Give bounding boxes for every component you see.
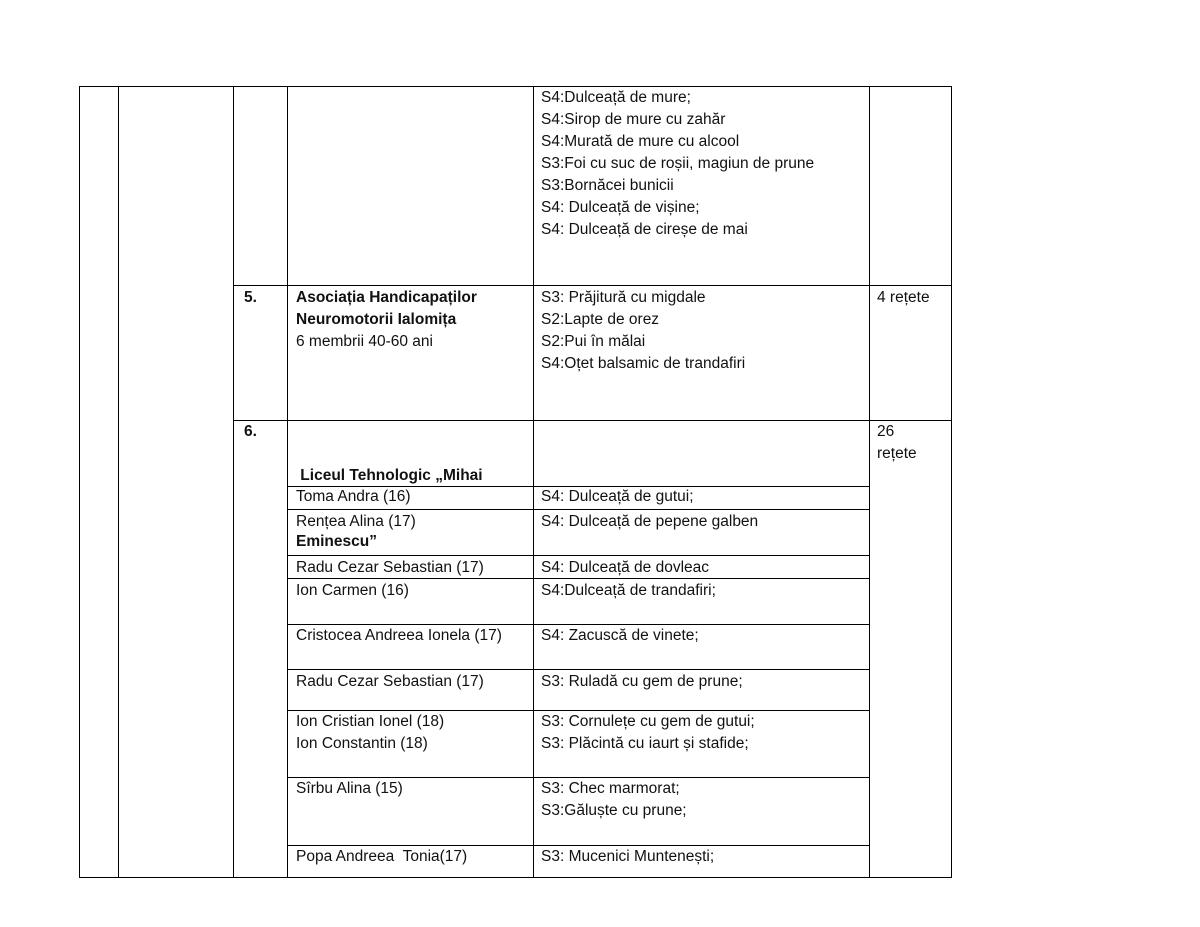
recipe-line: S2:Pui în mălai (541, 333, 646, 350)
student-recipe: S4: Zacuscă de vinete; (541, 627, 699, 644)
recipe-line: S4:Dulceață de mure; (541, 89, 691, 106)
student-recipe: S4: Dulceață de dovleac (541, 559, 710, 576)
recipe-line: S4:Murată de mure cu alcool (541, 133, 740, 150)
row5-name-line2: Neuromotorii Ialomița (296, 311, 457, 328)
continued-recipes-cell (541, 87, 814, 241)
row6-name-line2: Eminescu” (296, 533, 377, 550)
recipe-line: S3: Prăjitură cu migdale (541, 289, 706, 306)
recipe-line: S3:Foi cu suc de roșii, magiun de prune (541, 155, 815, 172)
student-names: Popa Andreea Tonia(17) (296, 848, 468, 865)
student-names: Radu Cezar Sebastian (17) (296, 673, 484, 690)
table-vertical-rule (287, 86, 288, 878)
row6-count-cell (877, 421, 917, 465)
row6-count-label: rețete (877, 445, 917, 462)
row6-count-number: 26 (877, 423, 895, 440)
student-names: Rențea Alina (17) (296, 513, 416, 530)
table-horizontal-rule (79, 86, 952, 87)
row5-name-line1: Asociația Handicapaților (296, 289, 477, 306)
table-vertical-rule (79, 86, 80, 878)
student-names: Toma Andra (16) (296, 488, 411, 505)
row5-participant-cell (296, 287, 477, 353)
row5-number: 5. (244, 289, 257, 306)
student-names-cell (296, 711, 444, 755)
recipe-line: S4:Oțet balsamic de trandafiri (541, 355, 746, 372)
student-names: Sîrbu Alina (15) (296, 780, 403, 797)
recipe-line: S4: Dulceață de cireșe de mai (541, 221, 748, 238)
table-vertical-rule (118, 86, 119, 878)
student-names: Ion Carmen (16) (296, 582, 409, 599)
student-recipes-cell (541, 711, 755, 755)
table-vertical-rule (869, 86, 870, 878)
row6-number: 6. (244, 423, 257, 440)
student-recipe: S3: Cornulețe cu gem de gutui; (541, 713, 755, 730)
student-name: Ion Constantin (18) (296, 735, 428, 752)
table-vertical-rule (533, 86, 534, 878)
recipe-line: S2:Lapte de orez (541, 311, 660, 328)
student-recipe: S3: Ruladă cu gem de prune; (541, 673, 743, 690)
recipe-line: S3:Bornăcei bunicii (541, 177, 674, 194)
table-horizontal-rule (79, 877, 952, 878)
student-names: Cristocea Andreea Ionela (17) (296, 627, 502, 644)
student-name: Ion Cristian Ionel (18) (296, 713, 445, 730)
recipe-line: S4:Sirop de mure cu zahăr (541, 111, 726, 128)
student-recipe: S3:Găluște cu prune; (541, 802, 687, 819)
table-vertical-rule (233, 86, 234, 878)
student-recipe: S3: Mucenici Muntenești; (541, 848, 715, 865)
student-recipe: S3: Plăcintă cu iaurt și stafide; (541, 735, 749, 752)
student-recipe: S4: Dulceață de pepene galben (541, 513, 759, 530)
row5-members: 6 membrii 40-60 ani (296, 333, 433, 350)
table-horizontal-rule (233, 285, 952, 286)
recipe-line: S4: Dulceață de vișine; (541, 199, 700, 216)
student-recipes-cell (541, 778, 687, 822)
student-names: Radu Cezar Sebastian (17) (296, 559, 484, 576)
student-recipe: S3: Chec marmorat; (541, 780, 680, 797)
table-vertical-rule (951, 86, 952, 878)
row6-name-line1: Liceul Tehnologic „Mihai (296, 467, 483, 484)
student-recipe: S4:Dulceață de trandafiri; (541, 582, 716, 599)
row5-recipes-cell (541, 287, 745, 375)
student-recipe: S4: Dulceață de gutui; (541, 488, 694, 505)
table-horizontal-rule (287, 669, 870, 670)
row5-count: 4 rețete (877, 289, 930, 306)
